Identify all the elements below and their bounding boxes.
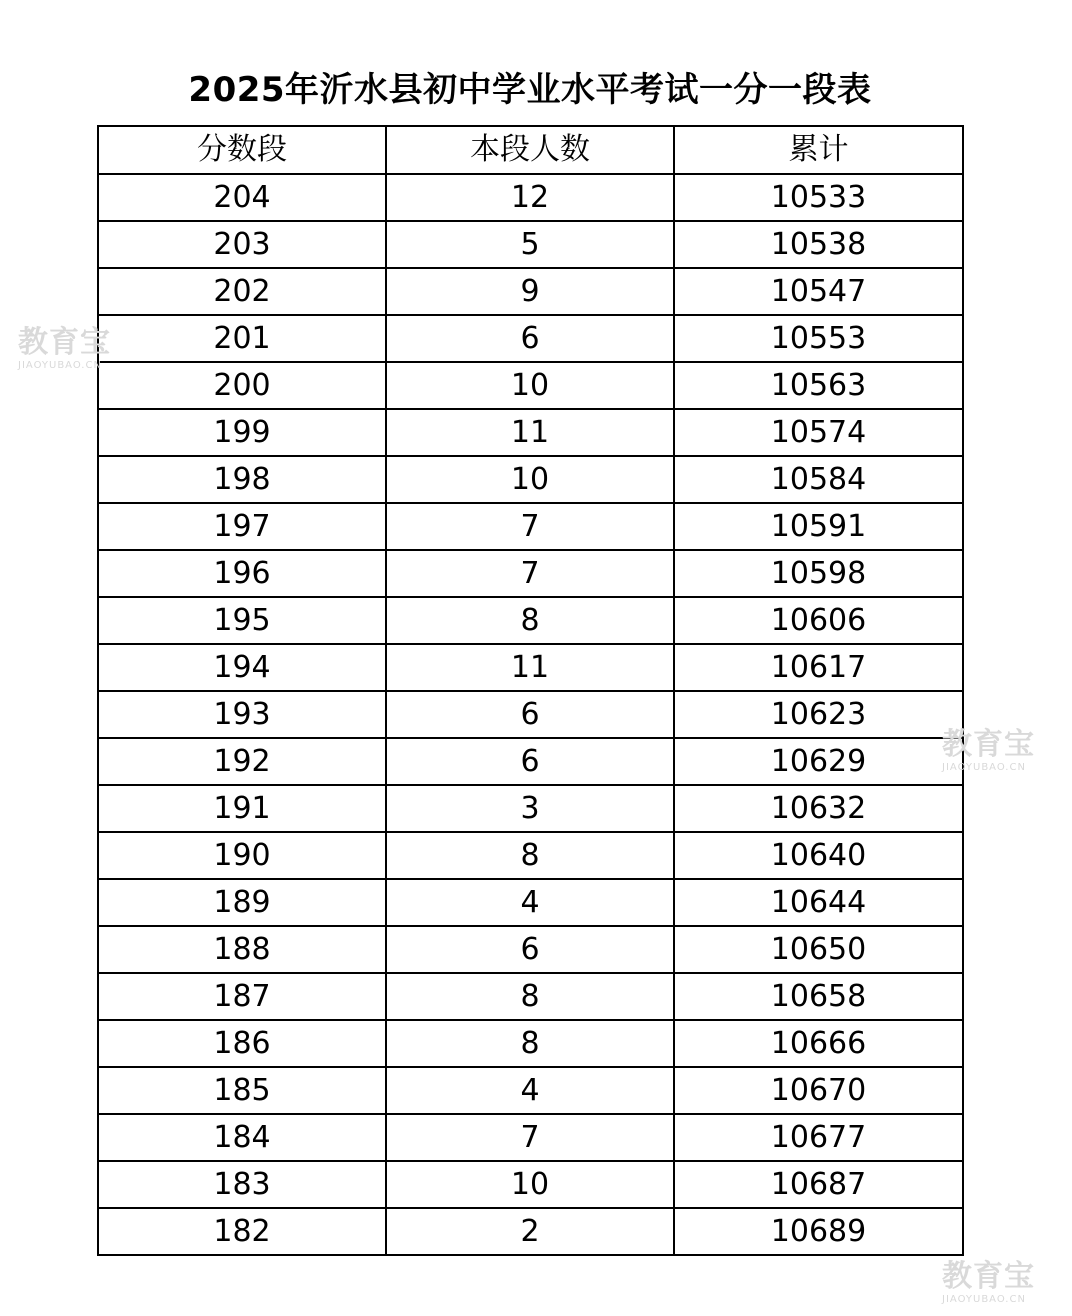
score-cell: 186 [98, 1020, 386, 1067]
table-row [98, 644, 963, 691]
count-cell: 5 [386, 221, 674, 268]
score-cell: 198 [98, 456, 386, 503]
cumulative-cell: 10632 [674, 785, 963, 832]
table-row [98, 597, 963, 644]
score-cell: 192 [98, 738, 386, 785]
cumulative-cell: 10623 [674, 691, 963, 738]
score-cell: 200 [98, 362, 386, 409]
cumulative-cell: 10617 [674, 644, 963, 691]
column-header-cumulative: 累计 [674, 126, 963, 174]
cumulative-cell: 10677 [674, 1114, 963, 1161]
score-cell: 197 [98, 503, 386, 550]
count-cell: 6 [386, 738, 674, 785]
watermark-subtext: JIAOYUBAO.CN [18, 360, 102, 371]
score-cell: 189 [98, 879, 386, 926]
cumulative-cell: 10533 [674, 174, 963, 221]
cumulative-cell: 10640 [674, 832, 963, 879]
count-cell: 6 [386, 315, 674, 362]
table-header-row [98, 126, 963, 174]
table-row [98, 879, 963, 926]
count-cell: 4 [386, 879, 674, 926]
score-cell: 201 [98, 315, 386, 362]
score-cell: 185 [98, 1067, 386, 1114]
table-row [98, 832, 963, 879]
watermark-subtext: JIAOYUBAO.CN [942, 762, 1026, 773]
watermark-subtext: JIAOYUBAO.CN [942, 1294, 1026, 1305]
table-row [98, 926, 963, 973]
score-cell: 183 [98, 1161, 386, 1208]
cumulative-cell: 10563 [674, 362, 963, 409]
cumulative-cell: 10598 [674, 550, 963, 597]
table-row [98, 691, 963, 738]
count-cell: 12 [386, 174, 674, 221]
count-cell: 7 [386, 1114, 674, 1161]
count-cell: 10 [386, 362, 674, 409]
count-cell: 2 [386, 1208, 674, 1255]
score-cell: 182 [98, 1208, 386, 1255]
count-cell: 8 [386, 832, 674, 879]
count-cell: 3 [386, 785, 674, 832]
table-row [98, 221, 963, 268]
watermark-text: 教育宝 [942, 727, 1035, 762]
table-row [98, 1020, 963, 1067]
table-row [98, 738, 963, 785]
table-row [98, 362, 963, 409]
table-row [98, 174, 963, 221]
table-row [98, 315, 963, 362]
score-cell: 184 [98, 1114, 386, 1161]
count-cell: 8 [386, 973, 674, 1020]
score-cell: 199 [98, 409, 386, 456]
column-header-score: 分数段 [98, 126, 386, 174]
count-cell: 4 [386, 1067, 674, 1114]
score-cell: 190 [98, 832, 386, 879]
cumulative-cell: 10644 [674, 879, 963, 926]
table-row [98, 1208, 963, 1255]
watermark-text: 教育宝 [942, 1259, 1035, 1294]
score-cell: 193 [98, 691, 386, 738]
table-row [98, 1067, 963, 1114]
cumulative-cell: 10629 [674, 738, 963, 785]
cumulative-cell: 10553 [674, 315, 963, 362]
score-cell: 195 [98, 597, 386, 644]
count-cell: 10 [386, 456, 674, 503]
score-cell: 196 [98, 550, 386, 597]
score-cell: 194 [98, 644, 386, 691]
count-cell: 8 [386, 597, 674, 644]
cumulative-cell: 10689 [674, 1208, 963, 1255]
cumulative-cell: 10687 [674, 1161, 963, 1208]
score-cell: 191 [98, 785, 386, 832]
table-row [98, 785, 963, 832]
column-header-count: 本段人数 [386, 126, 674, 174]
score-cell: 188 [98, 926, 386, 973]
cumulative-cell: 10670 [674, 1067, 963, 1114]
table-row [98, 268, 963, 315]
count-cell: 7 [386, 550, 674, 597]
table-row [98, 973, 963, 1020]
count-cell: 10 [386, 1161, 674, 1208]
score-cell: 187 [98, 973, 386, 1020]
cumulative-cell: 10584 [674, 456, 963, 503]
count-cell: 6 [386, 691, 674, 738]
page-title: 2025年沂水县初中学业水平考试一分一段表 [188, 70, 872, 110]
table-row [98, 1114, 963, 1161]
table-row [98, 503, 963, 550]
cumulative-cell: 10591 [674, 503, 963, 550]
count-cell: 7 [386, 503, 674, 550]
count-cell: 6 [386, 926, 674, 973]
table-row [98, 550, 963, 597]
cumulative-cell: 10658 [674, 973, 963, 1020]
score-cell: 203 [98, 221, 386, 268]
count-cell: 11 [386, 644, 674, 691]
table-body [98, 174, 963, 1255]
cumulative-cell: 10606 [674, 597, 963, 644]
table-row [98, 456, 963, 503]
count-cell: 11 [386, 409, 674, 456]
cumulative-cell: 10547 [674, 268, 963, 315]
cumulative-cell: 10574 [674, 409, 963, 456]
watermark [942, 1259, 1035, 1305]
watermark-text: 教育宝 [18, 325, 111, 360]
score-cell: 202 [98, 268, 386, 315]
count-cell: 8 [386, 1020, 674, 1067]
cumulative-cell: 10538 [674, 221, 963, 268]
count-cell: 9 [386, 268, 674, 315]
cumulative-cell: 10650 [674, 926, 963, 973]
table-row [98, 409, 963, 456]
cumulative-cell: 10666 [674, 1020, 963, 1067]
score-table [97, 125, 964, 1256]
score-cell: 204 [98, 174, 386, 221]
table-row [98, 1161, 963, 1208]
